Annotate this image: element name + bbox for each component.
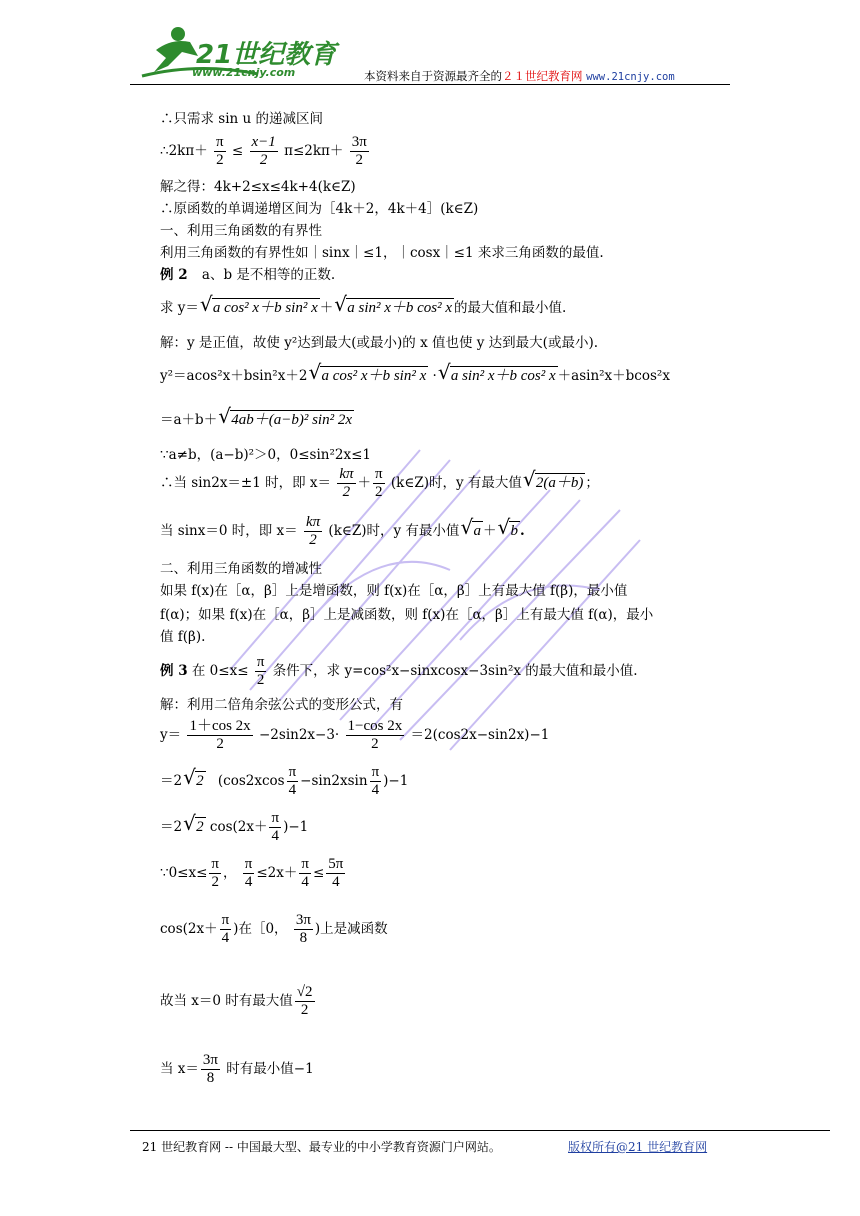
text: )上是减函数 (314, 921, 388, 937)
text: (k∈Z)时，y 有最小值 (328, 523, 460, 539)
numerator: π (371, 764, 380, 780)
section-heading-2: 二、利用三角函数的增减性 (160, 561, 322, 577)
numerator: 3π (351, 134, 367, 150)
denominator: 4 (244, 874, 253, 890)
sqrt-expr: √ a cos² x＋b sin² x (320, 366, 428, 385)
sqrt-expr: √ a sin² x＋b cos² x (450, 366, 558, 385)
footer-rule (130, 1130, 830, 1131)
denominator: 2 (355, 152, 363, 168)
text: y＝ (160, 727, 182, 743)
denominator: 4 (301, 874, 309, 890)
denominator: 2 (256, 672, 265, 688)
sqrt-expr: √ 2 (195, 817, 206, 836)
example-label: 例 3 (160, 663, 188, 679)
text: 的最大值和最小值. (454, 300, 567, 316)
line-13 (160, 466, 599, 501)
sqrt-expr: √ a (472, 521, 483, 540)
line-6: 利用三角函数的有界性如｜sinx｜≤1，｜cosx｜≤1 来求三角函数的最值. (160, 245, 604, 261)
section-heading-1: 一、利用三角函数的有界性 (160, 223, 322, 239)
line-17: f(α)；如果 f(x)在［α，β］上是减函数，则 f(x)在［α，β］上有最大值 f(α)，最小 (160, 607, 654, 623)
example-2-heading (160, 266, 335, 284)
text: ≤ (231, 143, 244, 159)
text: )−1 (283, 819, 309, 835)
numerator: kπ (305, 514, 321, 530)
text: ＝a＋b＋ (160, 412, 218, 428)
fraction (350, 134, 369, 169)
sqrt-expr: √ 2(a＋b) (535, 473, 586, 492)
text: −2sin2x−3· (258, 727, 340, 743)
text: (k∈Z)时，y 有最大值 (390, 475, 522, 491)
line-18: 值 f(β). (160, 629, 206, 645)
text: 故当 x＝0 时有最大值 (160, 993, 293, 1009)
denominator: 8 (206, 1070, 215, 1086)
text: 求 y＝ (160, 300, 199, 316)
denominator: 2 (216, 152, 224, 168)
example-3-heading (160, 654, 638, 689)
text: y²＝acos²x＋bsin²x＋2 (160, 368, 308, 384)
denominator: 2 (309, 532, 317, 548)
numerator: π (244, 856, 253, 872)
text: ＋ (482, 523, 497, 539)
numerator: 1−cos 2x (347, 718, 403, 734)
denominator: 2 (371, 736, 379, 752)
fraction (337, 466, 355, 501)
fraction (326, 856, 345, 891)
fraction (295, 984, 315, 1019)
header-rule (130, 84, 730, 85)
numerator: π (256, 654, 265, 670)
sqrt-expr: √ 2 (195, 771, 206, 790)
numerator: √2 (296, 984, 313, 1000)
text: ， (223, 865, 237, 881)
text: ＝2 (160, 773, 183, 789)
example-text: a、b 是不相等的正数. (201, 267, 336, 283)
line-4: ∴原函数的单调递增区间为［4k＋2，4k＋4］(k∈Z) (160, 201, 479, 217)
sqrt-expr: √ a cos² x＋b sin² x (212, 298, 320, 317)
fraction (373, 466, 385, 501)
fraction (299, 856, 311, 891)
numerator: 1＋cos 2x (189, 718, 251, 734)
fraction (209, 856, 221, 891)
source-prefix: 本资料来自于资源最齐全的 (364, 69, 502, 83)
source-url[interactable]: www.21cnjy.com (586, 71, 675, 83)
logo-text: 21世纪教育 (196, 40, 337, 70)
fraction (250, 134, 278, 169)
text: ＝2 (160, 819, 183, 835)
numerator: π (211, 856, 219, 872)
numerator: x−1 (251, 134, 276, 150)
fraction (187, 718, 252, 753)
line-16: 如果 f(x)在［α，β］上是增函数，则 f(x)在［α，β］上有最大值 f(β)，最小值 (160, 583, 628, 599)
text: ∴2kπ＋ (160, 143, 208, 159)
text: ＋asin²x＋bcos²x (557, 368, 670, 384)
numerator: π (301, 856, 309, 872)
text: cos(2x＋ (160, 921, 218, 937)
denominator: 2 (342, 484, 351, 500)
text: ； (585, 475, 599, 491)
numerator: π (216, 134, 224, 150)
text: 当 sinx＝0 时，即 x＝ (160, 523, 298, 539)
text: ＋ (319, 300, 334, 316)
denominator: 4 (221, 930, 230, 946)
text: ≤ (312, 865, 325, 881)
line-3: 解之得：4k+2≤x≤4k+4(k∈Z) (160, 179, 356, 195)
sqrt-expr: √ b (509, 521, 520, 540)
text: 在 0≤x≤ (191, 663, 249, 679)
line-1: ∴只需求 sin u 的递减区间 (160, 111, 324, 127)
line-9: 解：y 是正值，故使 y²达到最大(或最小)的 x 值也使 y 达到最大(或最小). (160, 335, 599, 351)
text: 时有最小值−1 (226, 1061, 314, 1077)
fraction (370, 764, 382, 799)
fraction (243, 856, 255, 891)
fraction (214, 134, 226, 169)
logo-url: www.21cnjy.com (192, 66, 296, 79)
fraction (346, 718, 405, 753)
example-label: 例 2 (160, 267, 188, 283)
numerator: 3π (295, 912, 311, 928)
line-24 (160, 856, 347, 891)
text: ∴当 sin2x＝±1 时，即 x＝ (160, 475, 332, 491)
line-8 (160, 298, 566, 317)
source-site-name[interactable]: ２１世纪教育网 (502, 69, 583, 83)
denominator: 4 (271, 828, 280, 844)
text: π≤2kπ＋ (284, 143, 344, 159)
text: ＋ (357, 475, 372, 491)
denominator: 4 (288, 782, 297, 798)
denominator: 4 (332, 874, 340, 890)
sqrt-expr: √ 4ab＋(a−b)² sin² 2x (230, 410, 354, 429)
fraction (220, 912, 232, 947)
text: )−1 (383, 773, 409, 789)
line-20: 解：利用二倍角余弦公式的变形公式，有 (160, 697, 403, 713)
line-14 (160, 514, 525, 549)
text: −sin2xsin (300, 773, 368, 789)
denominator: 2 (216, 736, 224, 752)
text: )在［0， (233, 921, 288, 937)
numerator: kπ (339, 466, 354, 482)
line-10 (160, 366, 670, 385)
denominator: 2 (259, 152, 268, 168)
line-21 (160, 718, 549, 753)
denominator: 8 (299, 930, 308, 946)
footer-copyright-link[interactable] (568, 1138, 707, 1155)
fraction (255, 654, 267, 689)
text: · (432, 368, 437, 384)
line-25 (160, 912, 388, 947)
numerator: π (375, 466, 383, 482)
text: ≤2x＋ (256, 865, 298, 881)
copyright-link[interactable]: 版权所有@21 世纪教育网 (568, 1140, 708, 1154)
numerator: π (221, 912, 230, 928)
line-23 (160, 810, 308, 845)
fraction (201, 1052, 220, 1087)
footer-left-text: 21 世纪教育网 -- 中国最大型、最专业的中小学教育资源门户网站。 (142, 1140, 501, 1154)
fraction (304, 514, 322, 549)
text: (cos2xcos (217, 773, 285, 789)
numerator: π (271, 810, 280, 826)
fraction (287, 764, 299, 799)
denominator: 2 (375, 484, 383, 500)
text: ∵0≤x≤ (160, 865, 208, 881)
text: 条件下，求 y=cos²x−sinxcosx−3sin²x 的最大值和最小值. (272, 663, 638, 679)
site-logo (138, 22, 348, 82)
denominator: 2 (211, 874, 219, 890)
numerator: π (288, 764, 297, 780)
fraction (269, 810, 281, 845)
line-27 (160, 1052, 314, 1087)
line-22 (160, 764, 408, 799)
line-11 (160, 410, 354, 429)
line-26 (160, 984, 317, 1019)
denominator: 4 (371, 782, 380, 798)
text: ＝2(cos2x−sin2x)−1 (410, 727, 550, 743)
numerator: 5π (328, 856, 344, 872)
text: 当 x＝ (160, 1061, 199, 1077)
fraction (294, 912, 313, 947)
denominator: 2 (300, 1002, 309, 1018)
header-source (364, 68, 675, 84)
line-12: ∵a≠b，(a−b)²＞0，0≤sin²2x≤1 (160, 447, 371, 463)
numerator: 3π (202, 1052, 218, 1068)
text: cos(2x＋ (209, 819, 268, 835)
line-2 (160, 134, 371, 169)
text: . (519, 523, 525, 539)
sqrt-expr: √ a sin² x＋b cos² x (346, 298, 454, 317)
